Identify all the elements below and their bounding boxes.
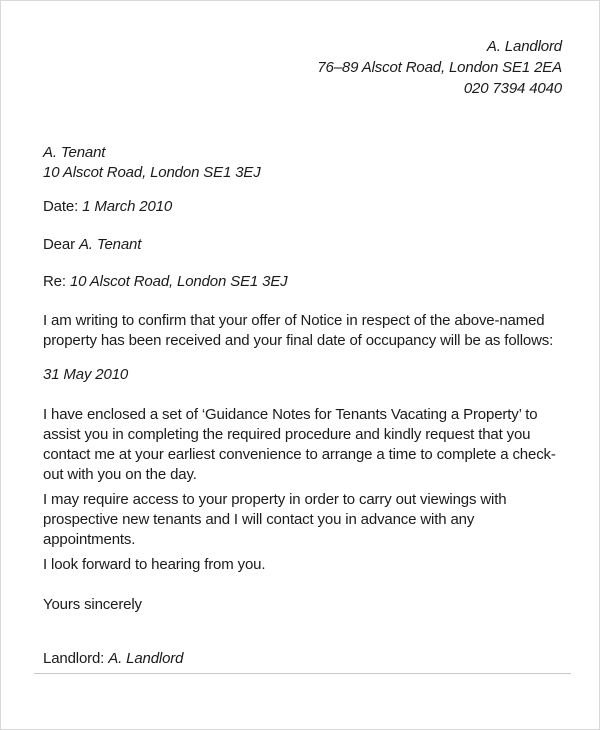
body-paragraph-2: I have enclosed a set of ‘Guidance Notes for Tenants Vacating a Property’ to assist you in completing the required procedure and kindly request that you contact me at your earliest convenience to arrange a time to complete a check-out with you on the day. [43, 406, 556, 483]
date-value: 1 March 2010 [82, 198, 173, 215]
signature-line [43, 649, 562, 669]
sender-name: A. Landlord [486, 38, 562, 55]
body-paragraph-1: I am writing to confirm that your offer of Notice in respect of the above-named property has been received and your final date of occupancy will be as follows: [43, 312, 554, 349]
occupancy-date: 31 May 2010 [43, 366, 129, 383]
date-label: Date: [43, 198, 79, 215]
date-line [43, 197, 562, 217]
recipient-name: A. Tenant [43, 144, 106, 161]
recipient-block [43, 143, 562, 183]
sender-block [43, 36, 562, 99]
signature-label: Landlord: [43, 650, 105, 667]
re-line [43, 272, 562, 292]
salutation-label: Dear [43, 236, 75, 253]
body-paragraph-3: I may require access to your property in order to carry out viewings with prospective new tenants and I will contact you in advance with any appointments. [43, 491, 507, 548]
body-paragraph-4: I look forward to hearing from you. [43, 556, 266, 573]
closing-line: Yours sincerely [43, 596, 142, 613]
recipient-address: 10 Alscot Road, London SE1 3EJ [43, 164, 261, 181]
re-value: 10 Alscot Road, London SE1 3EJ [69, 273, 288, 290]
salutation-line [43, 235, 562, 255]
sender-address: 76–89 Alscot Road, London SE1 2EA [317, 59, 562, 76]
re-label: Re: [43, 273, 66, 290]
sender-phone: 020 7394 4040 [463, 80, 562, 97]
salutation-name: A. Tenant [78, 236, 142, 253]
bottom-divider [34, 673, 571, 674]
signature-name: A. Landlord [108, 650, 184, 667]
